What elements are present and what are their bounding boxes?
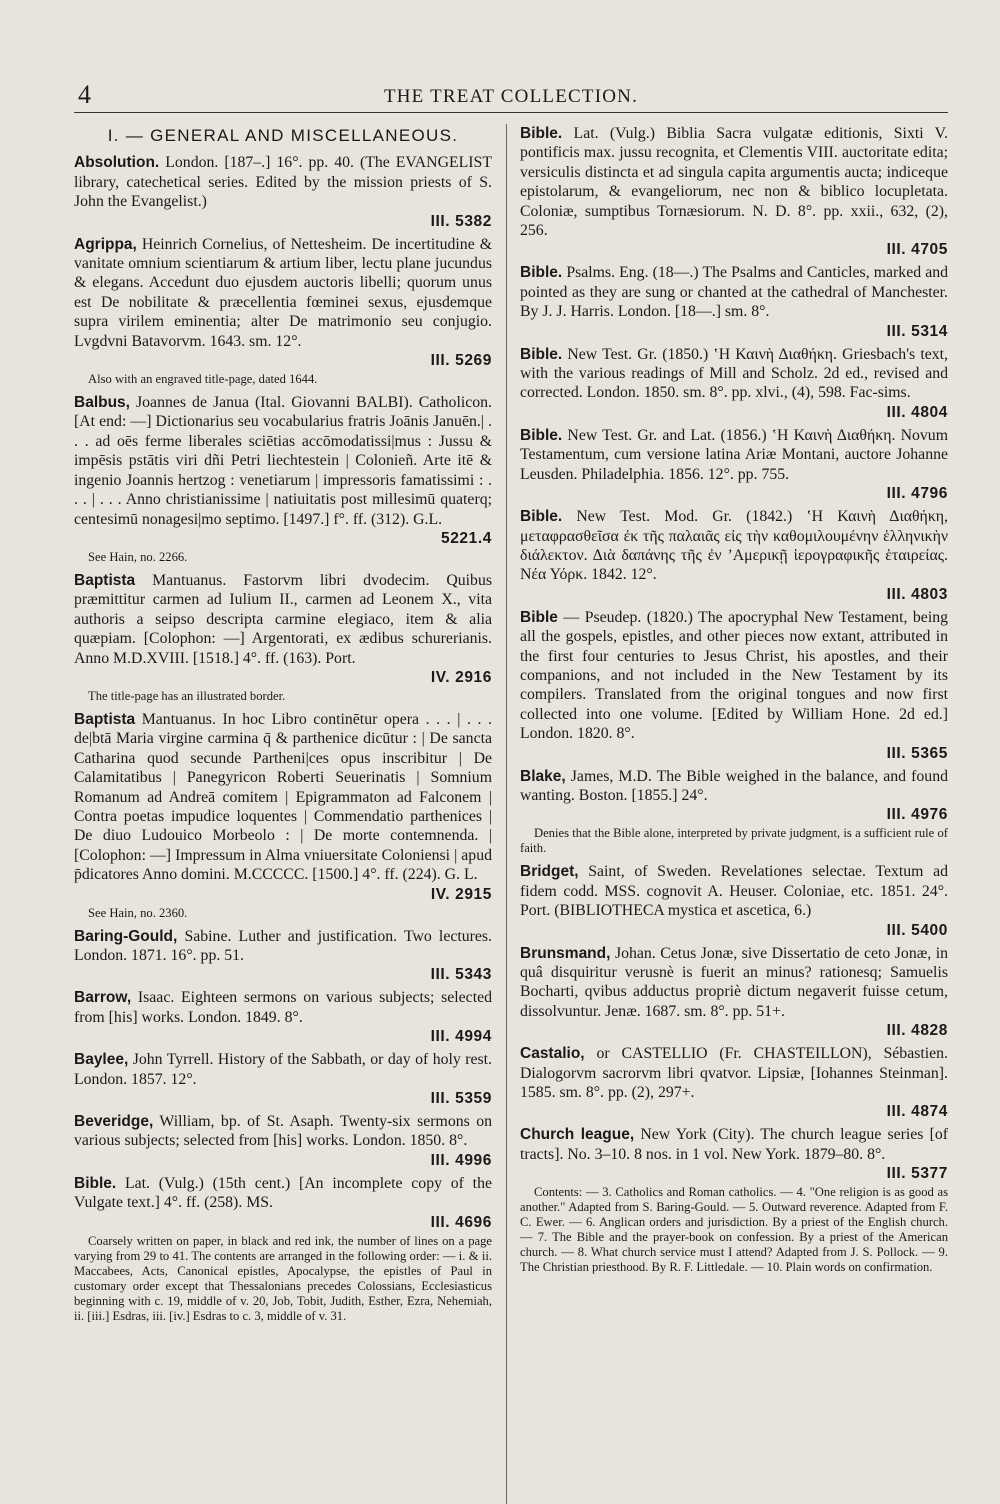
- call-number: III. 4874: [886, 1103, 948, 1121]
- catalog-entry: [74, 1112, 492, 1170]
- entry-heading: Bible: [520, 608, 558, 626]
- entry-heading: Brunsmand,: [520, 944, 611, 962]
- entry-body: [520, 767, 948, 825]
- entry-text: or CASTELLIO (Fr. CHASTEILLON), Sébastien. Dialogorvm sacrorvm libri qvatvor. Lipsiæ, [Iohannes Steinman]. 1585. sm. 8°. pp. (2), 297+.: [520, 1045, 948, 1102]
- entry-heading: Bible.: [520, 125, 563, 142]
- column-divider: [506, 124, 507, 1504]
- entry-note: See Hain, no. 2360.: [88, 905, 188, 920]
- catalog-entry: [520, 507, 948, 604]
- catalog-entry: [520, 1125, 948, 1275]
- entry-text: Psalms. Eng. (18—.) The Psalms and Canticles, marked and pointed as they are sung or chanted at the cathedral of Manchester. By J. J. Harris. London. [18—.] sm. 8°.: [520, 264, 949, 321]
- entry-body: [520, 426, 948, 503]
- entry-body: [520, 507, 948, 604]
- entry-heading: Balbus,: [74, 394, 130, 412]
- entry-heading: Blake,: [520, 767, 566, 785]
- entry-body: [74, 988, 492, 1046]
- entry-text: John Tyrrell. History of the Sabbath, or day of holy rest. London. 1857. 12°.: [74, 1051, 492, 1088]
- entry-note: Contents: — 3. Catholics and Roman catholics. — 4. "One religion is as good as another." Adapted from S. Baring-Gould. — 5. Outward reverence. Adapted from F. C. Ewer. — 6. Anglican orders and jurisdiction. By a priest of the English church. — 7. The Bible and the prayer-book on confession. By a priest of the American church. — 8. What church service must I attend? Adapted from J. S. Pollock. — 9. The Christian priesthood. By R. F. Littledale. — 10. Plain words on confirmation.: [520, 1185, 948, 1275]
- entry-note: See Hain, no. 2266.: [88, 549, 188, 564]
- catalog-entry: [520, 263, 948, 340]
- catalog-entry: [74, 393, 492, 565]
- entry-note: The title-page has an illustrated border.: [88, 688, 286, 703]
- call-number: III. 5269: [430, 352, 492, 370]
- call-number: III. 5314: [886, 322, 948, 340]
- entry-body: [74, 1112, 492, 1170]
- entry-heading: Barrow,: [74, 989, 132, 1007]
- entry-body: [74, 153, 492, 230]
- entry-heading: Absolution.: [74, 154, 160, 172]
- entry-text: New Test. Mod. Gr. (1842.) ʽΗ Καινὴ Διαθήκη, μεταφρασθεῖσα ἐκ τῆς παλαιᾶς εἰς τὴν καθομιλουμένην ἑλληνικὴν διάλεκτον. Διὰ δαπάνης τῆς ἐν ʼΑμερικῇ ἱερογραφικῆς ἑταιρείας. Νέα Υόρκ. 1842. 12°.: [520, 508, 948, 584]
- entry-body: [520, 1125, 948, 1183]
- entry-text: Isaac. Eighteen sermons on various subjects; selected from [his] works. London. 1849. 8°.: [74, 989, 492, 1026]
- call-number: III. 5359: [430, 1090, 492, 1108]
- page-number: 4: [78, 80, 91, 109]
- catalog-entry: [520, 1044, 948, 1121]
- entry-text: James, M.D. The Bible weighed in the balance, and found wanting. Boston. [1855.] 24°.: [520, 767, 948, 804]
- entry-heading: Bible.: [74, 1174, 117, 1192]
- call-number: III. 5382: [430, 212, 492, 230]
- call-number: III. 4996: [430, 1151, 492, 1169]
- entry-body: [74, 927, 492, 985]
- two-column-body: [74, 124, 948, 1492]
- entry-text: — Pseudep. (1820.) The apocryphal New Testament, being all the gospels, epistles, and other pieces now extant, attributed in the first four centuries to Jesus Christ, his apostles, and their companions, and not included in the New Testament by its compilers. Translated from the original tongues and now first collected into one volume. [Edited by William Hone. 2d ed.] London. 1820. 8°.: [520, 608, 948, 743]
- entry-text: New York (City). The church league series [of tracts]. No. 3–10. 8 nos. in 1 vol. New York. 1879–80. 8°.: [520, 1126, 949, 1163]
- entry-text: Heinrich Cornelius, of Nettesheim. De incertitudine & vanitate omnium scientiarum & artium liber, lectu plane jucundus & elegans. Accedunt duo ejusdem auctoris libelli; quorum unus est De nobilitate & præcellentia fœminei sexus, ejusdemque supra virilem eminentia; alter De matrimonio seu conjugio. Lvgdvni Batavorvm. 1643. sm. 12°.: [74, 235, 492, 350]
- entry-heading: Baring-Gould,: [74, 927, 178, 945]
- entry-note: Denies that the Bible alone, interpreted by private judgment, is a sufficient rule of faith.: [520, 826, 948, 856]
- catalog-entry: [520, 345, 948, 422]
- catalog-entry: [520, 862, 948, 939]
- call-number: III. 4796: [886, 485, 948, 503]
- entry-body: [74, 1174, 492, 1232]
- call-number: III. 4994: [430, 1028, 492, 1046]
- entry-heading: Bible.: [520, 426, 563, 444]
- entry-text: Saint, of Sweden. Revelationes selectae. Textum ad fidem codd. MSS. cognovit A. Heuser. Coloniae, etc. 1851. 24°. Port. (BIBLIOTHECA mystica et ascetica, 6.): [520, 863, 949, 920]
- entry-heading: Baptista: [74, 710, 136, 728]
- entry-body: [520, 124, 948, 259]
- call-number: III. 5400: [886, 921, 948, 939]
- entry-text: Lat. (Vulg.) (15th cent.) [An incomplete copy of the Vulgate text.] 4°. ff. (258). MS.: [74, 1174, 492, 1212]
- section-heading: I. — GENERAL AND MISCELLANEOUS.: [107, 126, 459, 145]
- entry-body: [74, 1050, 492, 1108]
- running-title: THE TREAT COLLECTION.: [383, 86, 639, 107]
- catalog-entry: [74, 235, 492, 387]
- entry-heading: Baylee,: [74, 1051, 129, 1069]
- catalog-entry: [74, 1050, 492, 1108]
- entry-body: [520, 608, 948, 763]
- entry-body: [520, 345, 948, 422]
- call-number: III. 5377: [886, 1165, 948, 1183]
- call-number: III. 4803: [886, 585, 948, 603]
- entry-text: William, bp. of St. Asaph. Twenty-six sermons on various subjects; selected from [his] works. London. 1850. 8°.: [74, 1113, 492, 1150]
- catalog-entry: [520, 608, 948, 763]
- entry-text: Lat. (Vulg.) Biblia Sacra vulgatæ editionis, Sixti V. pontificis max. jussu recognita, et Clementis VIII. auctoritate edita; versiculis distincta et ad singula capita argumentis aucta; indiceque epistolarum, & evangeliorum, nec non & biblico locupletata. Coloniæ, sumptibus Tornæsiorum. N. D. 8°. pp. xxii., 632, (2), 256.: [520, 125, 948, 240]
- entry-heading: Church league,: [520, 1126, 635, 1144]
- entry-text: Mantuanus. Fastorvm libri dvodecim. Quibus præmittitur carmen ad Iulium II., carmen ad Leonem X., vita authoris a seipso descripta carmine elegiaco, item & alia quæpiam. [Colophon: —] Argentorati, ex ædibus schurerianis. Anno M.D.XVIII. [1518.] 4°. ff. (163). Port.: [74, 571, 492, 667]
- catalog-entry: [74, 571, 492, 704]
- entry-heading: Bible.: [520, 508, 563, 526]
- call-number: IV. 2915: [430, 885, 492, 903]
- entry-text: London. [187–.] 16°. pp. 40. (The EVANGELIST library, catechetical series. Edited by the mission priests of S. John the Evangelist.): [74, 154, 492, 211]
- call-number: III. 4976: [886, 806, 948, 824]
- call-number: 5221.4: [440, 529, 492, 547]
- entry-text: Johan. Cetus Jonæ, sive Dissertatio de ceto Jonæ, in quâ disquiritur verusnè is fuerit an minus? rationesq; Samuelis Bocharti, qvibus adductus propriè dictum negaverit fuisse cetum, dissolvuntur. Jenæ. 1687. sm. 8°. pp. 51+.: [520, 944, 949, 1020]
- catalog-entry: [74, 153, 492, 230]
- entry-note: Coarsely written on paper, in black and red ink, the number of lines on a page varying from 29 to 41. The contents are arranged in the following order: — i. & ii. Maccabees, Acts, Canonical epistles, Apocalypse, the epistles of Paul in customary order except that Thessalonians precedes Colossians, Ecclesiasticus beginning with c. 19, middle of v. 20, Job, Tobit, Judith, Esther, Ezra, Nehemiah, ii. [iii.] Esdras, iii. [iv.] Esdras to c. 3, middle of v. 31.: [74, 1233, 492, 1323]
- left-column: [74, 124, 492, 1330]
- entry-heading: Bible.: [520, 264, 563, 282]
- catalog-entry: [74, 710, 492, 921]
- entry-body: [74, 571, 492, 687]
- right-column: [520, 124, 948, 1281]
- call-number: IV. 2916: [430, 668, 492, 686]
- entry-body: [520, 1044, 948, 1121]
- entry-body: [74, 235, 492, 370]
- entry-text: Sabine. Luther and justification. Two lectures. London. 1871. 16°. pp. 51.: [74, 927, 493, 964]
- call-number: III. 4828: [886, 1022, 948, 1040]
- call-number: III. 5365: [886, 744, 948, 762]
- entry-body: [520, 862, 948, 939]
- catalog-entry: [520, 426, 948, 503]
- entry-text: New Test. Gr. (1850.) ʽΗ Καινὴ Διαθήκη. Griesbach's text, with the various readings of Mill and Scholz. 2d ed., revised and corrected. London. 1850. sm. 8°. pp. xlvi., (4), 598. Fac-sims.: [520, 345, 948, 402]
- entry-text: New Test. Gr. and Lat. (1856.) ʽΗ Καινὴ Διαθήκη. Novum Testamentum, cum versione latina Ariæ Montani, auctore Johanne Leusden. Philadelphia. 1856. 12°. pp. 755.: [520, 426, 948, 483]
- entry-text: Mantuanus. In hoc Libro continētur opera . . . | . . . de|btā Maria virgine carmina q̄ & parthenice dicūtur : | De sancta Catharina quod secunde Partheni|ces opus inscribitur | De Calamitatibus | Panegyricon Roberti Seuerinatis | Somnium Romanum ad Andreā comitem | Epigrammaton ad Falconem | Contra poetas impudice loquentes | Commendatio parthenices | De diuo Ludouico Morbeolo : | De morte contemnenda. | [Colophon: —] Impressum in Alma vniuersitate Coloniensi | apud p̄dicatores Anno domini. M.CCCCC. [1500.] 4°. ff. (224). G. L.: [74, 710, 492, 884]
- catalog-entry: [74, 927, 492, 985]
- entry-text: Joannes de Janua (Ital. Giovanni BALBI). Catholicon. [At end: —] Dictionarius seu vocabularius fratris Joānis Januēn.| . . . ad oēs ferme liberales sciētias accōmodatissi|mus : Jussu & impēsis pstātis viri dñi Petri liechtestein | Colonieñ. Arte itē & ingenio Joannis hertzog : venetiarum | impressoris famatissimi : . . . | . . . Anno christianissime | natiuitatis post millesimū quaterq; centesimū nonagesi|mo septimo. [1497.] f°. ff. (312). G.L.: [74, 394, 492, 528]
- entry-body: [520, 944, 948, 1041]
- call-number: III. 4705: [886, 241, 948, 259]
- call-number: III. 4804: [886, 403, 948, 421]
- catalog-entry: [520, 767, 948, 857]
- entry-heading: Beveridge,: [74, 1113, 154, 1131]
- entry-heading: Agrippa,: [74, 235, 137, 253]
- catalog-entry: [74, 1174, 492, 1324]
- call-number: III. 4696: [430, 1213, 492, 1231]
- entry-note: Also with an engraved title-page, dated 1644.: [88, 372, 318, 387]
- entry-heading: Castalio,: [520, 1045, 585, 1063]
- page-header: [74, 80, 948, 113]
- entry-body: [74, 393, 492, 548]
- call-number: III. 5343: [430, 966, 492, 984]
- entry-heading: Baptista: [74, 571, 136, 589]
- catalog-entry: [520, 944, 948, 1041]
- entry-body: [520, 263, 948, 340]
- entry-body: [74, 710, 492, 904]
- catalog-entry: [74, 988, 492, 1046]
- catalog-entry: [520, 124, 948, 259]
- entry-heading: Bridget,: [520, 863, 579, 881]
- entry-heading: Bible.: [520, 345, 563, 363]
